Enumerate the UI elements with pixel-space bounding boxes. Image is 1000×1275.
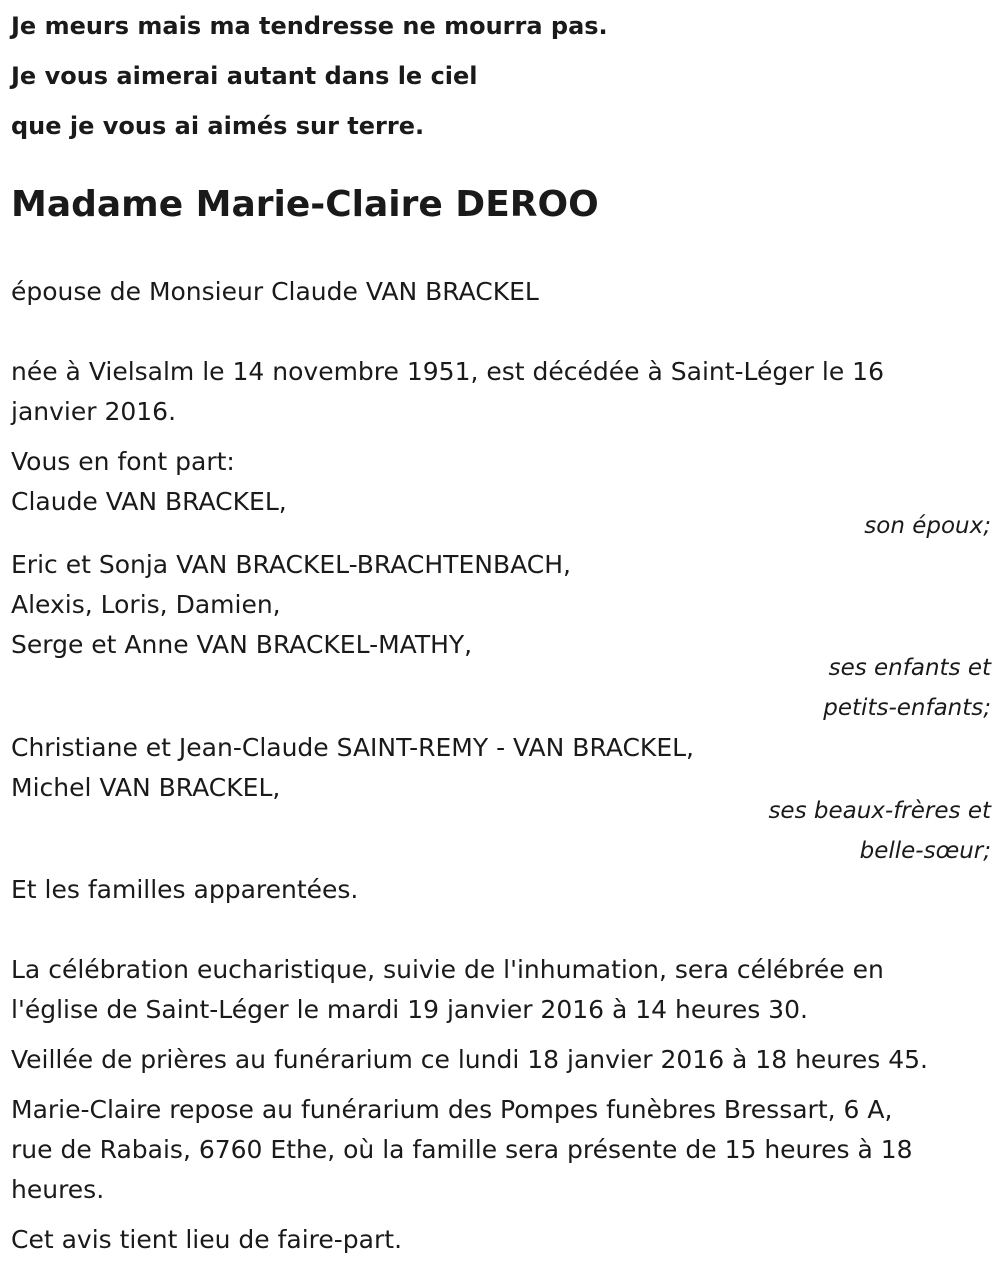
relationship-label: ses enfants et — [828, 655, 991, 681]
relationship-label: petits-enfants; — [823, 695, 991, 721]
repose-line-2: rue de Rabais, 6760 Ethe, où la famille sera présente de 15 heures à 18 — [11, 1135, 913, 1164]
mourner-name: Michel VAN BRACKEL, — [11, 773, 281, 802]
epigraph-line-3: que je vous ai aimés sur terre. — [11, 112, 425, 140]
mourner-name: Claude VAN BRACKEL, — [11, 487, 287, 516]
families-line: Et les familles apparentées. — [11, 875, 359, 904]
relationship-label: ses beaux-frères et — [768, 798, 991, 824]
relationship-label: belle-sœur; — [859, 838, 991, 864]
repose-line-1: Marie-Claire repose au funérarium des Pompes funèbres Bressart, 6 A, — [11, 1095, 893, 1124]
relationship-label: son époux; — [864, 513, 991, 539]
birth-death-line-1: née à Vielsalm le 14 novembre 1951, est décédée à Saint-Léger le 16 — [11, 357, 884, 386]
ceremony-line-1: La célébration eucharistique, suivie de l'inhumation, sera célébrée en — [11, 955, 884, 984]
epigraph-line-2: Je vous aimerai autant dans le ciel — [11, 62, 478, 90]
birth-death-line-2: janvier 2016. — [11, 397, 177, 426]
spouse-line: épouse de Monsieur Claude VAN BRACKEL — [11, 277, 539, 306]
mourner-name: Christiane et Jean-Claude SAINT-REMY - VAN BRACKEL, — [11, 733, 694, 762]
repose-line-3: heures. — [11, 1175, 105, 1204]
deceased-name: Madame Marie-Claire DEROO — [11, 184, 599, 225]
mourner-name: Alexis, Loris, Damien, — [11, 590, 281, 619]
ceremony-line-2: l'église de Saint-Léger le mardi 19 janvier 2016 à 14 heures 30. — [11, 995, 808, 1024]
mourner-name: Eric et Sonja VAN BRACKEL-BRACHTENBACH, — [11, 550, 571, 579]
epigraph-line-1: Je meurs mais ma tendresse ne mourra pas. — [11, 12, 608, 40]
announce-intro: Vous en font part: — [11, 447, 235, 476]
vigil-line: Veillée de prières au funérarium ce lundi 18 janvier 2016 à 18 heures 45. — [11, 1045, 928, 1074]
mourner-name: Serge et Anne VAN BRACKEL-MATHY, — [11, 630, 473, 659]
closing-line: Cet avis tient lieu de faire-part. — [11, 1225, 403, 1254]
